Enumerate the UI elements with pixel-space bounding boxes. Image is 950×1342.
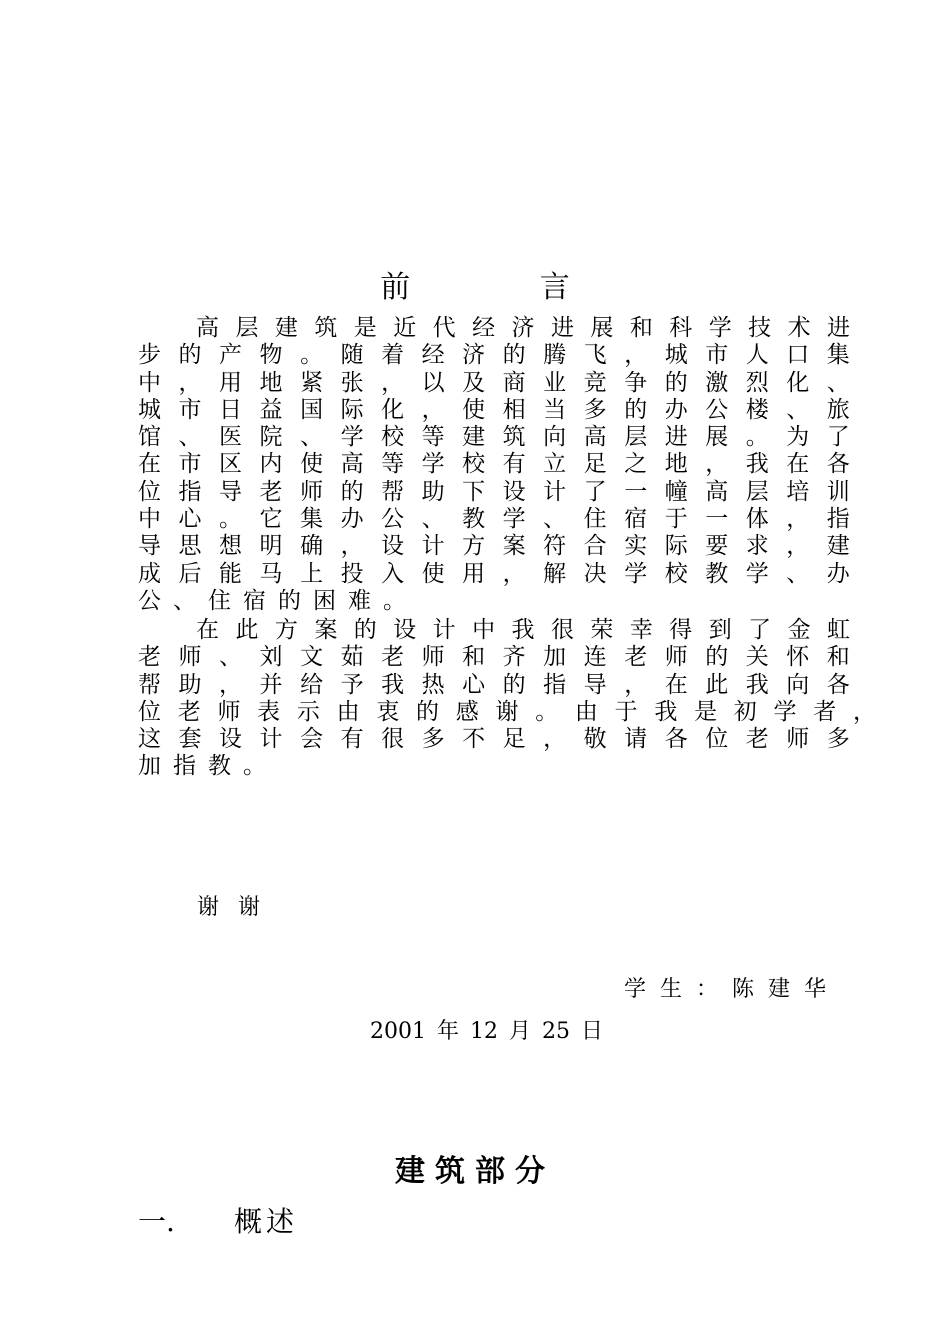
sub-heading-number: 一. — [138, 1205, 175, 1238]
text-line: 位 老 师 表 示 由 衷 的 感 谢 。 由 于 我 是 初 学 者 ， — [138, 698, 876, 725]
text-line: 成 后 能 马 上 投 入 使 用 ， 解 决 学 校 教 学 、 办 — [138, 560, 850, 587]
text-line: 中 心 。 它 集 办 公 、 教 学 、 住 宿 于 一 体 ， 指 — [138, 506, 850, 533]
text-line: 在 此 方 案 的 设 计 中 我 很 荣 幸 得 到 了 金 虹 — [196, 617, 850, 643]
text-line: 中 ， 用 地 紧 张 ， 以 及 商 业 竞 争 的 激 烈 化 、 — [138, 369, 850, 396]
text-line: 位 指 导 老 师 的 帮 助 下 设 计 了 一 幢 高 层 培 训 — [138, 478, 850, 505]
text-line: 步 的 产 物 。 随 着 经 济 的 腾 飞 ， 城 市 人 口 集 — [138, 342, 850, 369]
preface-paragraph-1 — [138, 315, 850, 615]
text-line: 老 师 、 刘 文 茹 老 师 和 齐 加 连 老 师 的 关 怀 和 — [138, 644, 850, 671]
page-title: 前 言 — [380, 270, 630, 305]
sub-heading-text: 概述 — [234, 1205, 299, 1238]
text-line: 导 思 想 明 确 ， 设 计 方 案 符 合 实 际 要 求 ， 建 — [138, 533, 850, 560]
preface-paragraph-2 — [138, 617, 876, 781]
text-line: 帮 助 ， 并 给 予 我 热 心 的 指 导 ， 在 此 我 向 各 — [138, 671, 850, 698]
text-line: 加指教。 — [138, 753, 278, 780]
text-line: 这 套 设 计 会 有 很 多 不 足 ， 敬 请 各 位 老 师 多 — [138, 726, 850, 753]
text-line: 城 市 日 益 国 际 化 ， 使 相 当 多 的 办 公 楼 、 旅 — [138, 396, 850, 423]
text-line: 高 层 建 筑 是 近 代 经 济 进 展 和 科 学 技 术 进 — [196, 315, 850, 341]
student-signature: 学生：陈建华 — [623, 977, 840, 1002]
text-line: 馆 、 医 院 、 学 校 等 建 筑 向 高 层 进 展 。 为 了 — [138, 424, 850, 451]
section-title: 建筑部分 — [395, 1154, 555, 1189]
date-text: 2001 年 12 月 25 日 — [370, 1019, 603, 1044]
text-line: 公、住宿的困难。 — [138, 587, 418, 614]
sub-heading — [138, 1200, 298, 1240]
thanks-text: 谢 谢 — [197, 895, 266, 920]
text-line: 在 市 区 内 使 高 等 学 校 有 立 足 之 地 ， 我 在 各 — [138, 451, 850, 478]
